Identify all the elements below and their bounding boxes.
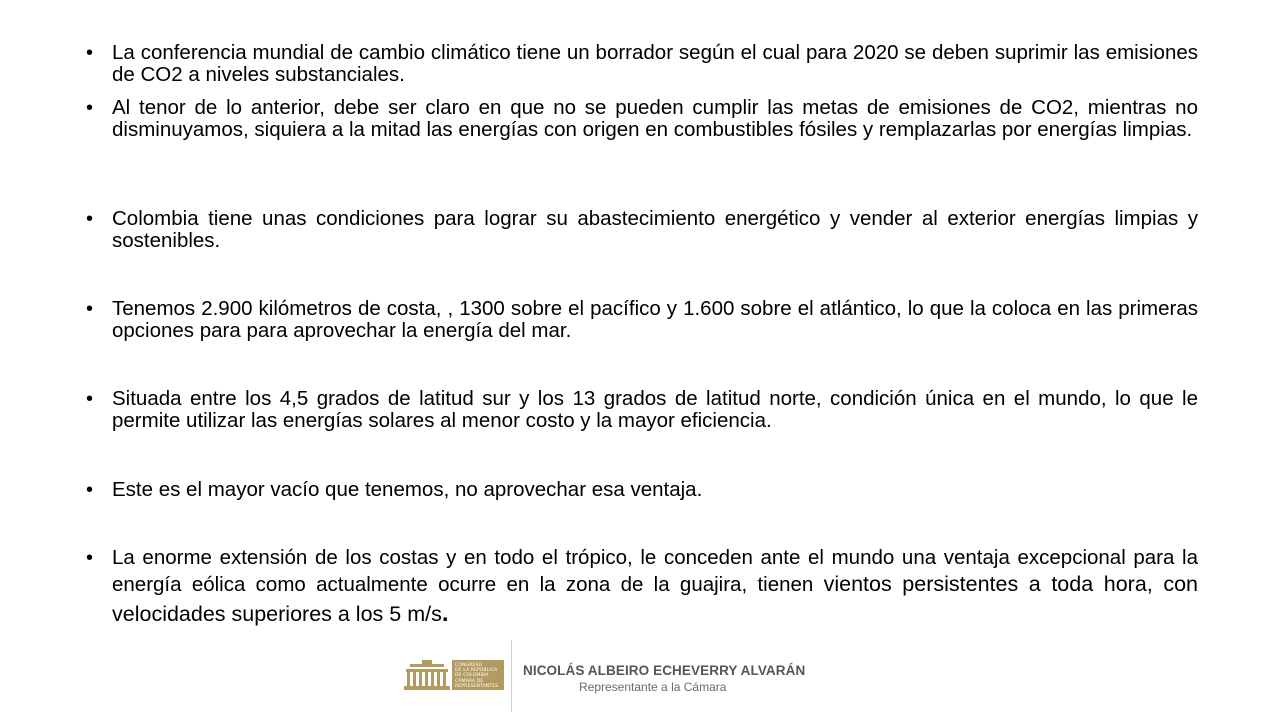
bullet-item: • Tenemos 2.900 kilómetros de costa, , 1300 sobre el pacífico y 1.600 sobre el atlántico, lo que la coloca en las primeras opciones para para aprovechar la energía del mar. (86, 298, 1198, 342)
bullet-item: • La conferencia mundial de cambio climático tiene un borrador según el cual para 2020 se deben suprimir las emisiones de CO2 a niveles substanciales. (86, 42, 1198, 86)
bullet-item: • Situada entre los 4,5 grados de latitud sur y los 13 grados de latitud norte, condición única en el mundo, lo que le permite utilizar las energías solares al menor costo y la mayor eficiencia. (86, 388, 1198, 432)
congreso-line: DE COLOMBIA (455, 673, 489, 679)
bullet-item: • Al tenor de lo anterior, debe ser claro en que no se pueden cumplir las metas de emisiones de CO2, mientras no disminuyamos, siquiera a la mitad las energías con origen en combustibles fósiles y remplazarlas por energías limpias. (86, 97, 1198, 141)
bullet-item-last (86, 547, 1198, 629)
congreso-label (452, 660, 504, 690)
congreso-line: CÁMARA DE REPRESENTANTES (455, 678, 499, 689)
congreso-line: CONGRESO (455, 663, 483, 668)
congreso-line: DE LA REPÚBLICA (455, 668, 498, 674)
representative-title: Representante a la Cámara (579, 680, 727, 694)
bullet-period: . (441, 600, 449, 627)
footer-logo (404, 640, 804, 720)
capitol-building-icon (404, 660, 450, 690)
bullet-text: La enorme extensión de los costas y en todo el trópico, le conceden ante el mundo una ventaja excepcional para la energía eólica como actualmente ocurre en la zona de la guajira, tienen (112, 546, 1198, 596)
footer-divider (511, 640, 512, 712)
bullet-item: • Colombia tiene unas condiciones para lograr su abastecimiento energético y vender al exterior energías limpias y sostenibles. (86, 208, 1198, 252)
bullet-last-line-text: vientos persistentes a toda hora, con velocidades superiores a los 5 m/s (112, 572, 1198, 626)
representative-name: NICOLÁS ALBEIRO ECHEVERRY ALVARÁN (523, 663, 806, 678)
bullet-item: • Este es el mayor vacío que tenemos, no aprovechar esa ventaja. (86, 479, 1198, 501)
